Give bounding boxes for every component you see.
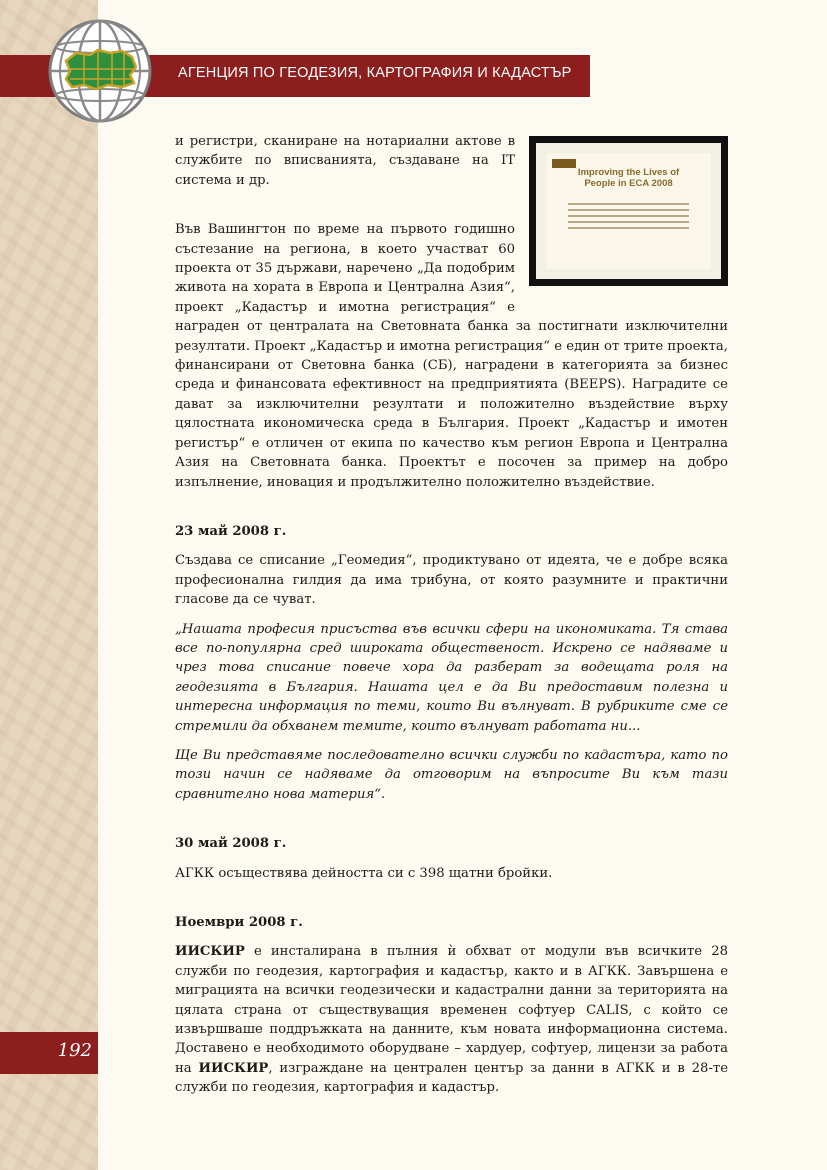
header-title: АГЕНЦИЯ ПО ГЕОДЕЗИЯ, КАРТОГРАФИЯ И КАДАСТЪР xyxy=(178,65,572,81)
date-heading-november: Ноември 2008 г. xyxy=(175,915,303,930)
award-title-line2: People in ECA 2008 xyxy=(584,178,673,189)
iiskir-text-b: , изграждане на централен център за данни в АГКК и в 28-те служби по геодезия, картография и кадастър. xyxy=(175,1060,729,1096)
paragraph-geomedia: Създава се списание „Геомедия“, продиктувано от идеята, че е добре всяка професионална гилдия да има трибуна, от която разумните и практични гласове да се чуват. xyxy=(175,553,728,608)
iiskir-lead: ИИСКИР xyxy=(175,944,245,960)
main-content xyxy=(175,132,728,1098)
paragraph-washington-award: Във Вашингтон по време на първото годишно състезание на региона, в което участват 60 проекта от 35 държави, наречено „Да подобрим живота на хората в Европа и Централна Азия“, проект „Кадастър и имотна регистрация“ е награден от централата на Световната банка за постигнати изключителни резултати. Проект „Кадастър и имотна регистрация“ е един от трите проекта, финансирани от Световна банка (СБ), наградени в категорията за бизнес среда и финансовата ефективност на предприятията (BEEPS). Наградите се дават за изключителни резултати и положително въздействие върху цялостната икономическа среда в България. Проект „Кадастър и имотен регистър“ е отличен от екипа по качество към регион Европа и Централна Азия на Световната банка. Проектът е посочен за пример на добро изпълнение, иновация и продължително положително въздействие. xyxy=(175,222,728,490)
iiskir-text-a: е инсталирана в пълния ѝ обхват от модули във всичките 28 служби по геодезия, картография и кадастър, както и в АГКК. Завършена е миграцията на всички геодезически и кадастрални данни за територията на цялата страна от съществуващия временен софтуер CALIS, с който се извършваше поддръжката на данните, към новата информационна система. Доставено е необходимото оборудване – хардуер, софтуер, лицензи за работа на xyxy=(175,944,728,1076)
date-heading-may-30: 30 май 2008 г. xyxy=(175,836,287,852)
quote-geomedia-2: Ще Ви представяме последователно всички служби по кадастъра, като по този начин се надяваме да отговорим на въпросите Ви към тази сравнително нова материя“. xyxy=(175,747,728,802)
paragraph-iiskir xyxy=(175,942,728,1097)
paragraph-staff: АГКК осъществява дейността си с 398 щатни бройки. xyxy=(175,865,553,881)
globe-logo-icon xyxy=(46,17,154,125)
iiskir-mid: ИИСКИР xyxy=(198,1060,269,1076)
award-text-lines xyxy=(568,203,689,233)
date-heading-may-23: 23 май 2008 г. xyxy=(175,523,287,539)
award-title-line1: Improving the Lives of xyxy=(577,167,680,178)
page-number: 192 xyxy=(57,1040,92,1061)
award-photo xyxy=(529,136,728,286)
decorative-side-band xyxy=(0,0,98,1170)
paragraph-registers: и регистри, сканиране на нотариални актове в службите по вписванията, създаване на IT система и др. xyxy=(175,134,515,188)
quote-geomedia-1: „Нашата професия присъства във всички сфери на икономиката. Тя става все по-популярна сред широката общественост. Искрено се надяваме и чрез това списание повече хора да разберат за водещата роля на геодезията в България. Нашата цел е да Ви предоставим полезна и интересна информация по теми, които Ви вълнуват. В рубриките сме се стремили да обхванем темите, които вълнуват работата ни... xyxy=(175,621,728,734)
